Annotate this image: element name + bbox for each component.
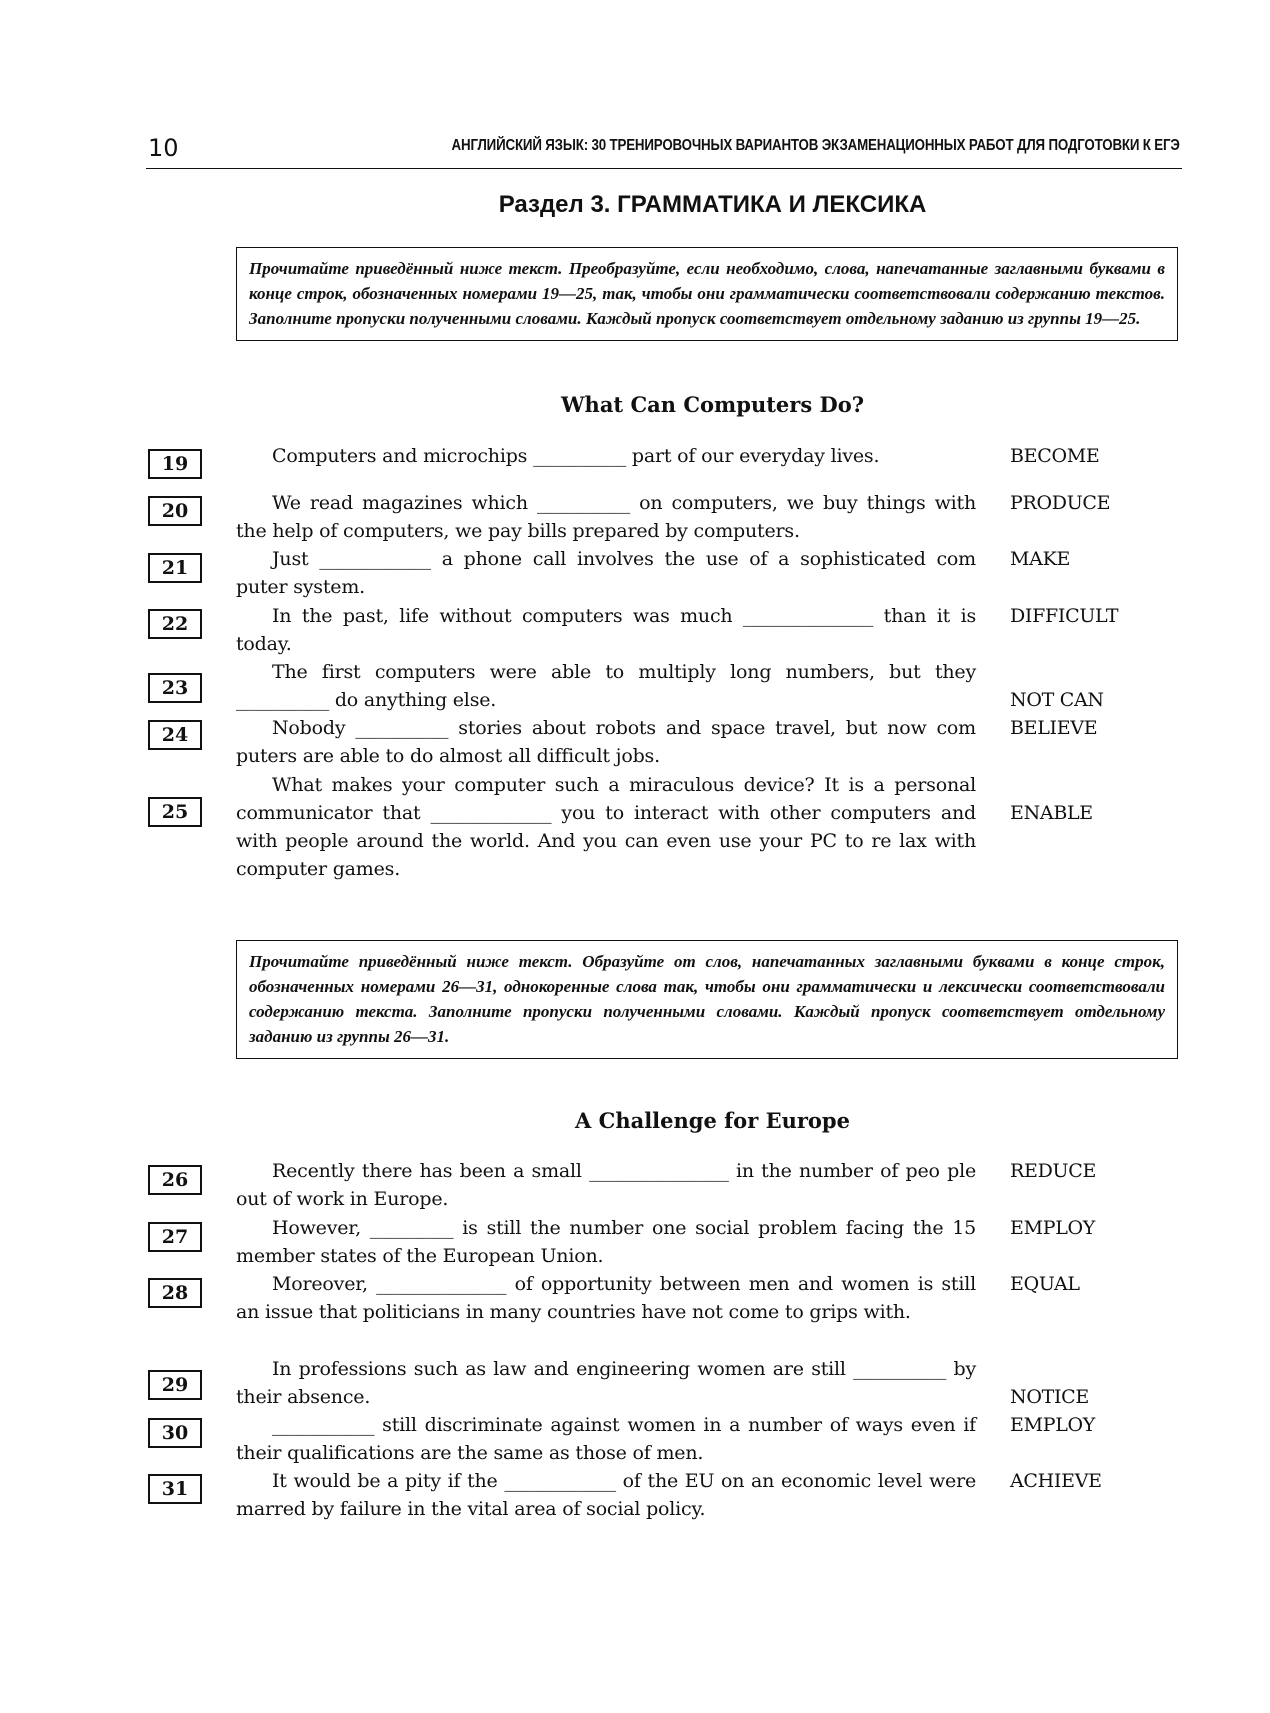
text-title-computers: What Can Computers Do?: [560, 392, 865, 417]
task-word-22: DIFFICULT: [1010, 605, 1119, 627]
task-number-20: 20: [148, 496, 202, 526]
task-number-27: 27: [148, 1222, 202, 1252]
task-number-29: 29: [148, 1370, 202, 1400]
task-word-19: BECOME: [1010, 445, 1100, 467]
running-head: АНГЛИЙСКИЙ ЯЗЫК: 30 ТРЕНИРОВОЧНЫХ ВАРИАНТОВ ЭКЗАМЕНАЦИОННЫХ РАБОТ ДЛЯ ПОДГОТОВКИ К ЕГЭ: [451, 137, 1180, 154]
task-word-23: NOT CAN: [1010, 689, 1104, 711]
task-text-27: However, _________ is still the number one social problem facing the 15 member states of the European Union.: [236, 1217, 976, 1267]
task-number-21: 21: [148, 553, 202, 583]
text-title-europe: A Challenge for Europe: [575, 1108, 850, 1133]
instruction-box-26-31: Прочитайте приведённый ниже текст. Образуйте от слов, напечатанных заглавными буквами в конце строк, обозначенных номерами 26—31, однокоренные слова так, чтобы они грамматически и лексически соответствовали содержанию текста. Заполните пропуски полученными словами. Каждый пропуск соответствует отдельному заданию из группы 26—31.: [236, 940, 1178, 1059]
task-word-25: ENABLE: [1010, 802, 1093, 824]
section-title: Раздел 3. ГРАММАТИКА И ЛЕКСИКА: [498, 191, 927, 218]
task-text-28: Moreover, ______________ of opportunity between men and women is still an issue that politicians in many countries have not come to grips with.: [236, 1273, 976, 1323]
task-number-19: 19: [148, 449, 202, 479]
task-word-21: MAKE: [1010, 548, 1071, 570]
task-number-30: 30: [148, 1418, 202, 1448]
task-word-29: NOTICE: [1010, 1386, 1089, 1408]
page-number: 10: [148, 134, 179, 162]
task-word-30: EMPLOY: [1010, 1414, 1096, 1436]
task-text-20: We read magazines which __________ on computers, we buy things with the help of computers, we pay bills prepared by computers.: [236, 492, 976, 542]
task-text-23: The first computers were able to multiply long numbers, but they __________ do anything else.: [236, 661, 976, 711]
task-number-28: 28: [148, 1278, 202, 1308]
task-number-23: 23: [148, 673, 202, 703]
task-word-28: EQUAL: [1010, 1273, 1080, 1295]
task-text-31: It would be a pity if the ____________ of the EU on an economic level were marred by failure in the vital area of social policy.: [236, 1470, 976, 1520]
task-word-27: EMPLOY: [1010, 1217, 1096, 1239]
task-text-19: Computers and microchips __________ part of our everyday lives.: [272, 445, 880, 467]
task-text-30: ___________ still discriminate against women in a number of ways even if their qualifications are the same as those of men.: [236, 1414, 976, 1464]
task-word-24: BELIEVE: [1010, 717, 1098, 739]
header-rule: [146, 168, 1182, 169]
task-text-25: What makes your computer such a miraculous device? It is a personal communicator that _____________ you to interact with other computers and with people around the world. And you can even use your PC to re lax with computer games.: [236, 774, 976, 880]
task-number-25: 25: [148, 797, 202, 827]
instruction-box-19-25: Прочитайте приведённый ниже текст. Преобразуйте, если необходимо, слова, напечатанные заглавными буквами в конце строк, обозначенных номерами 19—25, так, чтобы они грамматически соответствовали содержанию текстов. Заполните пропуски полученными словами. Каждый пропуск соответствует отдельному заданию из группы 19—25.: [236, 247, 1178, 341]
task-text-26: Recently there has been a small _______________ in the number of peo ple out of work in Europe.: [236, 1160, 976, 1210]
task-text-22: In the past, life without computers was much ______________ than it is today.: [236, 605, 976, 655]
task-text-21: Just ____________ a phone call involves the use of a sophisticated com puter system.: [236, 548, 976, 598]
task-text-24: Nobody __________ stories about robots and space travel, but now com puters are able to do almost all difficult jobs.: [236, 717, 976, 767]
task-word-26: REDUCE: [1010, 1160, 1097, 1182]
task-text-29: In professions such as law and engineering women are still __________ by their absence.: [236, 1358, 976, 1408]
task-number-31: 31: [148, 1474, 202, 1504]
task-word-31: ACHIEVE: [1010, 1470, 1102, 1492]
task-word-20: PRODUCE: [1010, 492, 1111, 514]
task-number-26: 26: [148, 1165, 202, 1195]
task-number-24: 24: [148, 720, 202, 750]
task-number-22: 22: [148, 609, 202, 639]
